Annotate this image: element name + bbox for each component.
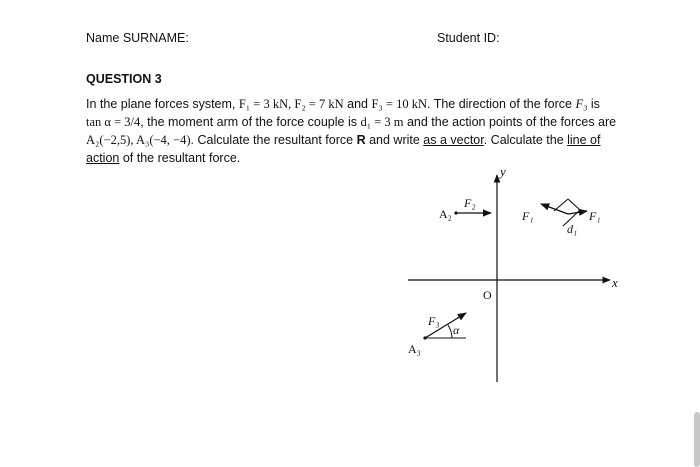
underlined-action: action [86, 151, 120, 165]
math-action-points: A₂(−2,5), A₃(−4, −4) [86, 133, 191, 147]
underlined-line-of: line of [567, 133, 601, 147]
force-f1-left-arrow [541, 204, 568, 214]
text-span: In the plane forces system, [86, 97, 239, 111]
math-force-f3: F₃ = 10 kN [371, 97, 427, 111]
underlined-as-a-vector: as a vector [423, 133, 484, 147]
force-f1-left-label: F₁ [522, 209, 534, 223]
name-surname-label: Name SURNAME: [86, 31, 189, 45]
force-f1-right-label: F₁ [589, 209, 601, 223]
moment-arm-d1-label: d₁ [567, 222, 578, 236]
math-d1: d₁ = 3 m [360, 115, 404, 129]
text-span: , the moment arm of the force couple is [140, 115, 361, 129]
angle-alpha-label: α [453, 323, 460, 337]
point-a3-label: A₃ [408, 342, 421, 356]
question-title: QUESTION 3 [86, 72, 162, 86]
student-id-label: Student ID: [437, 31, 500, 45]
text-span: of the resultant force. [119, 151, 241, 165]
text-span: is [587, 97, 600, 111]
moment-arm-line-1 [554, 199, 568, 211]
force-f3-label: F₃ [428, 314, 440, 328]
vertical-scrollbar[interactable] [694, 412, 700, 467]
text-span: . Calculate the resultant force [190, 133, 357, 147]
math-tan-alpha: tan α = 3/4 [86, 115, 141, 129]
text-span: . The direction of the force [426, 97, 576, 111]
text-span: . Calculate the [483, 133, 568, 147]
x-axis-label: x [612, 275, 618, 290]
moment-arm-connector [568, 199, 580, 210]
math-f3-symbol: F₃ [575, 97, 588, 111]
text-span: and the action points of the forces are [403, 115, 617, 129]
math-forces-f1-f2: F₁ = 3 kN, F₂ = 7 kN [238, 97, 344, 111]
angle-alpha-arc [448, 325, 452, 338]
y-axis-label: y [500, 164, 506, 179]
point-a2-label: A₂ [439, 207, 452, 221]
text-span: and [343, 97, 372, 111]
resultant-symbol: R [356, 133, 366, 147]
force-f2-label: F₂ [464, 196, 476, 210]
text-span: and write [365, 133, 424, 147]
origin-label: O [483, 288, 492, 302]
